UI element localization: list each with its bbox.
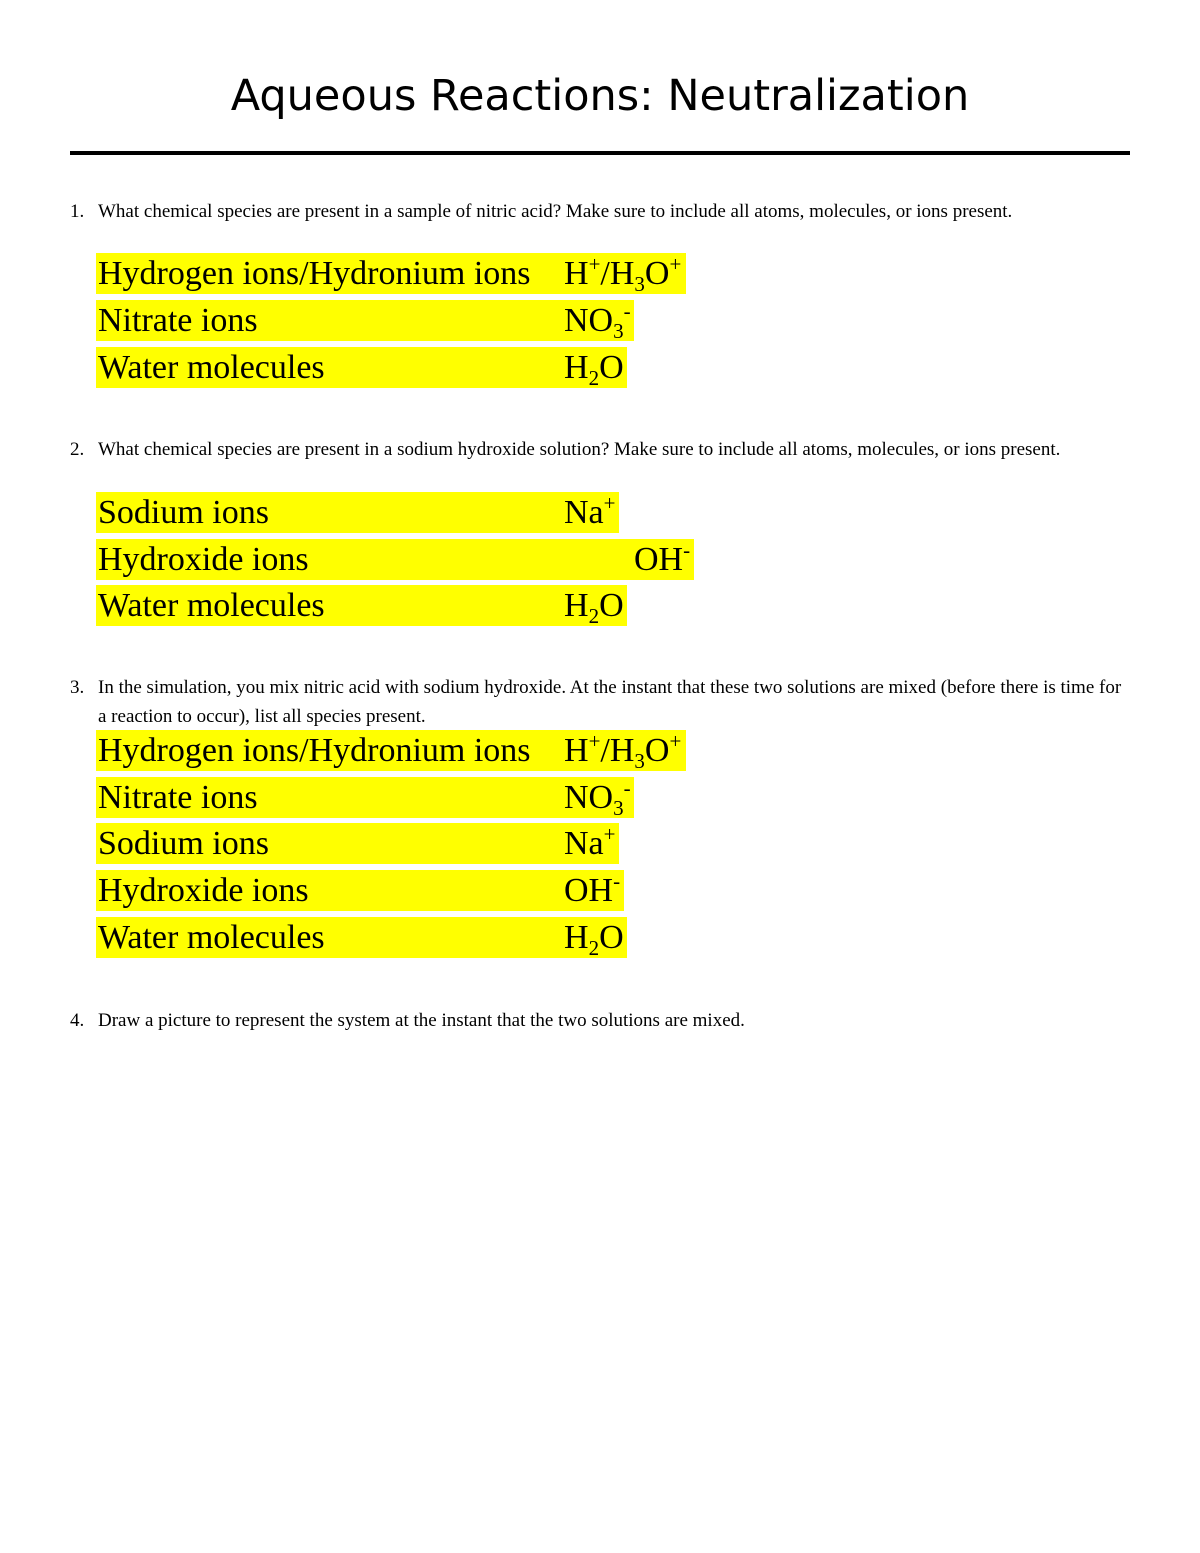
question-text: What chemical species are present in a sample of nitric acid? Make sure to include all atoms, molecules, or ions present.: [98, 201, 1013, 222]
question-2: [70, 435, 1125, 464]
species-formula: OH-: [564, 869, 621, 909]
species-name: Water molecules: [98, 587, 325, 624]
question-number: 2.: [70, 439, 85, 460]
page-title: Aqueous Reactions: Neutralization: [230, 71, 970, 121]
species-name: Water molecules: [98, 349, 325, 386]
species-formula: $H_2O$: [564, 587, 624, 628]
answer-row: [96, 823, 619, 864]
species-name: Sodium ions: [98, 494, 269, 531]
question-number: 4.: [70, 1010, 85, 1031]
species-formula: $H^+/H_3O^+$: [564, 252, 682, 296]
question-4: [70, 1006, 1125, 1035]
answer-row: [96, 585, 627, 626]
species-formula: $H^+/H_3O^+$: [564, 729, 682, 773]
question-number: 1.: [70, 201, 85, 222]
answer-row: [96, 730, 686, 771]
question-text: Draw a picture to represent the system at the instant that the two solutions are mixed.: [98, 1010, 745, 1031]
answer-row: [96, 777, 634, 818]
species-name: Nitrate ions: [98, 302, 258, 339]
species-name: Hydrogen ions/Hydronium ions: [98, 255, 531, 292]
species-formula: Na+: [564, 822, 616, 862]
species-formula: $H_2O$: [564, 349, 624, 390]
species-formula: $NO_3^-$: [564, 776, 631, 820]
species-name: Hydrogen ions/Hydronium ions: [98, 732, 531, 769]
question-text: What chemical species are present in a sodium hydroxide solution? Make sure to include all atoms, molecules, or ions present.: [98, 439, 1061, 460]
species-name: Water molecules: [98, 919, 325, 956]
question-text: In the simulation, you mix nitric acid with sodium hydroxide. At the instant that these two solutions are mixed (before there is time for a reaction to occur), list all species present.: [98, 677, 1122, 727]
title-divider: [70, 151, 1130, 155]
answer-row: [96, 917, 627, 958]
species-name: Nitrate ions: [98, 779, 258, 816]
answer-row: [96, 870, 624, 911]
answer-row: [96, 300, 634, 341]
question-1: [70, 197, 1125, 226]
species-formula: OH-: [634, 538, 691, 578]
species-formula: $H_2O$: [564, 919, 624, 960]
answer-row: [96, 347, 627, 388]
species-name: Sodium ions: [98, 825, 269, 862]
species-name: Hydroxide ions: [98, 872, 309, 909]
species-name: Hydroxide ions: [98, 541, 309, 578]
question-number: 3.: [70, 677, 85, 698]
answer-row: [96, 539, 694, 580]
species-formula: $NO_3^-$: [564, 299, 631, 343]
answer-row: [96, 492, 619, 533]
species-formula: Na+: [564, 491, 616, 531]
answer-row: [96, 253, 686, 294]
question-3: [70, 673, 1125, 731]
